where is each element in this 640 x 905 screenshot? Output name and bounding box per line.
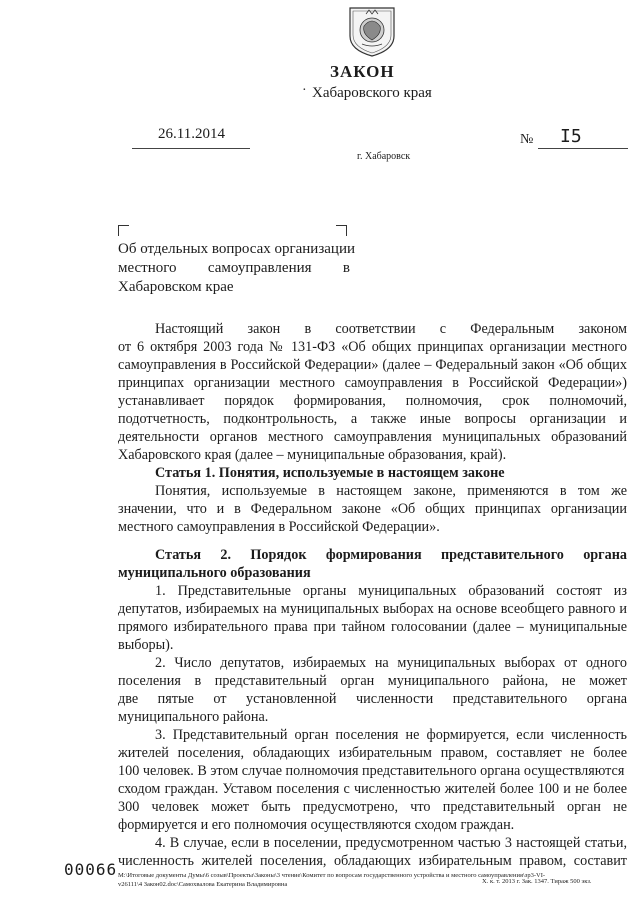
body-text-line: 100 человек. В этом случае полномочия представительного органа осуществляются <box>118 763 625 779</box>
body-text-line: Настоящий закон в соответствии с Федеральным законом <box>155 321 627 337</box>
heading-line: Хабаровском крае <box>118 279 234 295</box>
law-subtitle: Хабаровского края <box>312 85 432 101</box>
heading-bracket-right <box>336 225 347 236</box>
article-title-line: Статья 1. Понятия, используемые в настоящем законе <box>155 465 505 481</box>
body-text-line: Понятия, используемые в настоящем законе, применяются в том же <box>155 483 627 499</box>
body-text-line: местного самоуправления в Российской Федерации». <box>118 519 440 535</box>
body-text-line: 3. Представительный орган поселения не формируется, если численность <box>155 727 627 743</box>
page-stamp: 00066 <box>64 860 118 879</box>
heading-bracket-left <box>118 225 129 236</box>
body-text-line: 300 человек может быть предусмотрено, что представительный орган не <box>118 799 627 815</box>
body-text-line: самоуправления в Российской Федерации» (далее – Федеральный закон «Об общих <box>118 357 627 373</box>
body-text-line: прямого избирательного права при тайном голосовании (далее – муниципальные <box>118 619 627 635</box>
body-text-line: жителей поселения, обладающих избирательным правом, составляет не более <box>118 745 627 761</box>
file-path-line-2: v26111\4 Закон02.doc\Самохвалова Екатерина Владимировна <box>118 881 288 888</box>
body-text-line: Хабаровского края (далее – муниципальные образования, край). <box>118 447 507 463</box>
body-text-line: подотчетность, подконтрольность, а также иные вопросы организации и <box>118 411 627 427</box>
law-title: ЗАКОН <box>330 62 395 81</box>
law-date: 26.11.2014 <box>158 126 225 142</box>
body-text-line: 4. В случае, если в поселении, предусмотренном частью 3 настоящей статьи, <box>155 835 627 851</box>
body-text-line: поселения в представительный орган муниципального района, не может <box>118 673 627 689</box>
body-text-line: формируется и его полномочия осуществляются сходом граждан. <box>118 817 515 833</box>
body-text-line: депутатов, избираемых на муниципальных выборах на основе всеобщего равного и <box>118 601 627 617</box>
law-number: I5 <box>560 126 582 147</box>
number-label: № <box>520 132 534 147</box>
body-text-line: численность жителей поселения, обладающих избирательным правом, составит <box>118 853 627 869</box>
body-text-line: деятельности органов местного самоуправления муниципальных образований <box>118 429 627 445</box>
heading-line: Об отдельных вопросах организации <box>118 241 356 257</box>
coat-of-arms-emblem <box>342 2 402 58</box>
body-text-line: две пятые от установленной численности представительного органа <box>118 691 627 707</box>
date-underline <box>132 148 250 149</box>
body-text-line: 1. Представительные органы муниципальных образований состоят из <box>155 583 627 599</box>
mark-dot: · <box>302 83 307 98</box>
body-text-line: муниципального района. <box>118 709 269 725</box>
number-underline <box>538 148 628 149</box>
body-text-line: сходом граждан. Уставом поселения с численностью жителей более 100 и не более <box>118 781 627 797</box>
body-text-line: устанавливает порядок формирования, полномочия, срок полномочий, <box>118 393 627 409</box>
article-title-line: муниципального образования <box>118 565 311 581</box>
body-text-line: значении, что и в Федеральном законе «Об общих принципах организации <box>118 501 627 517</box>
body-text-line: от 6 октября 2003 года № 131-ФЗ «Об общих принципах организации местного <box>118 339 627 355</box>
city-label: г. Хабаровск <box>357 151 411 162</box>
article-title-line: Статья 2. Порядок формирования представительного органа <box>155 547 627 563</box>
heading-line: местного самоуправления в <box>118 260 350 276</box>
body-text-line: 2. Число депутатов, избираемых на муниципальных выборах от одного <box>155 655 627 671</box>
print-info: Х. к. т. 2013 г. Зак. 1347. Тираж 500 экз. <box>482 878 592 885</box>
body-text-line: принципах организации местного самоуправления в Российской Федерации») <box>118 375 627 391</box>
body-text-line: выборы). <box>118 637 174 653</box>
file-path-line-1: M:\Итоговые документы Думы\6 созыв\Проекты\Законы\3 чтение\Комитет по вопросам государственного устройства и местного самоуправления\зр3-VI- <box>118 872 546 879</box>
